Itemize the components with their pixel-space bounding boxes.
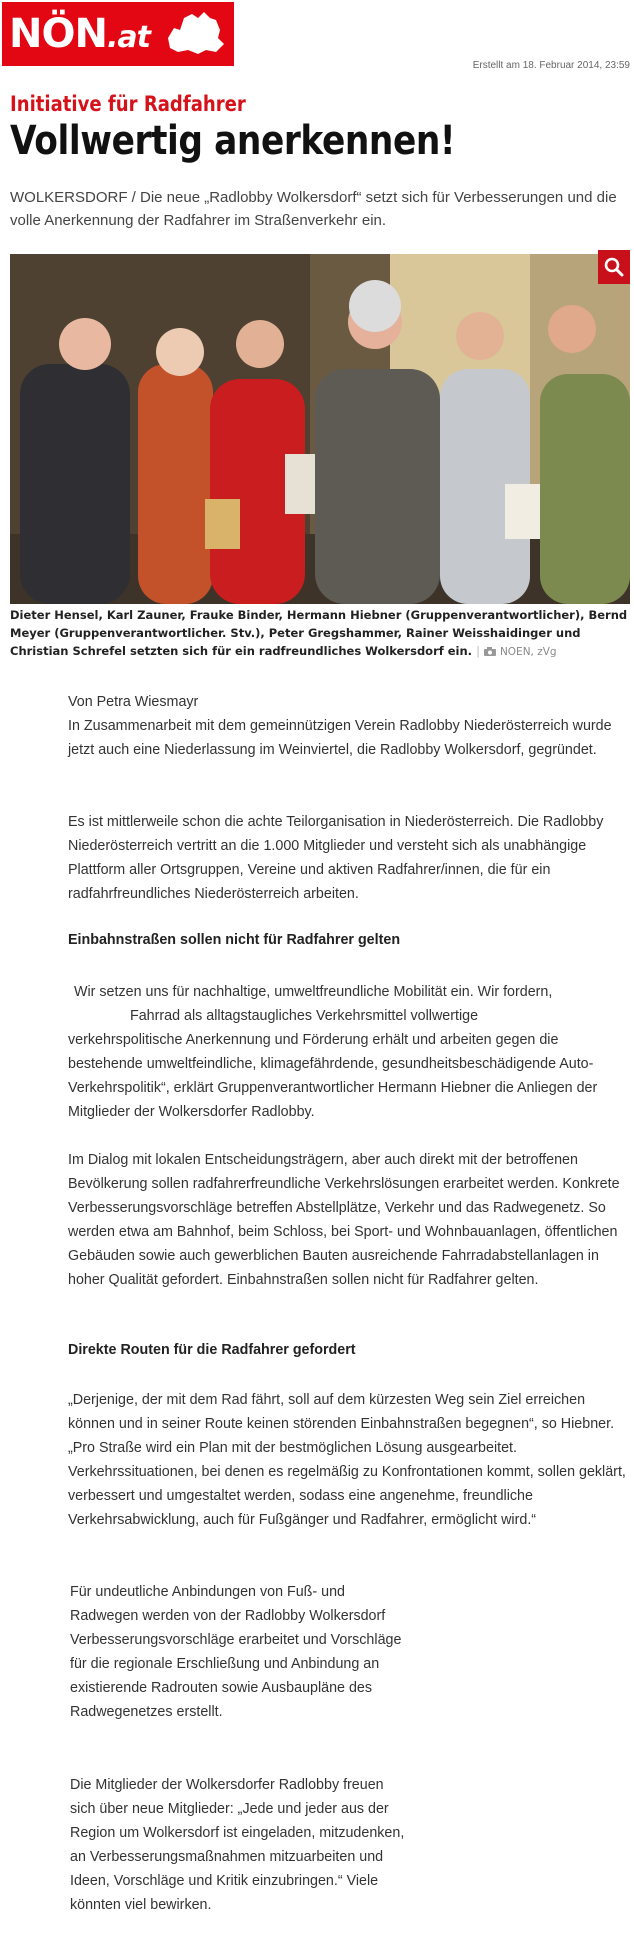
camera-icon <box>484 647 496 656</box>
paragraph-3-line-1: Wir setzen uns für nachhaltige, umweltfreundliche Mobilität ein. Wir fordern, <box>74 984 553 1000</box>
photo-caption <box>10 606 630 661</box>
paragraph-6: Für undeutliche Anbindungen von Fuß- und Radwegen werden von der Radlobby Wolkersdorf Verbesserungsvorschläge erarbeitet und Vorschläge für die regionale Erschließung und Anbindung an existierende Radrouten sowie Ausbaupläne des Radwegenetzes erstellt. <box>70 1584 402 1720</box>
paragraph-3-rest: verkehrspolitische Anerkennung und Förderung erhält und arbeiten gegen die bestehende umweltfeindliche, klimagefährdende, gesundheitsbeschädigende Auto-Verkehrspolitik“, erklärt Gruppenverantwortlicher Hermann Hiebner die Anliegen der Mitglieder der Wolkersdorfer Radlobby. <box>68 1032 598 1120</box>
article-kicker: Initiative für Radfahrer <box>10 92 246 116</box>
noen-logo[interactable] <box>2 2 234 66</box>
caption-separator: | <box>476 644 480 658</box>
group-photo-illustration <box>10 254 630 604</box>
article-lead: WOLKERSDORF / Die neue „Radlobby Wolkersdorf“ setzt sich für Verbesserungen und die volle Anerkennung der Radfahrer im Straßenverkehr ein. <box>10 189 617 229</box>
search-button[interactable] <box>598 250 630 284</box>
paragraph-3-line-2: Fahrrad als alltagstaugliches Verkehrsmittel vollwertige <box>130 1008 479 1024</box>
logo-text: NÖN.at <box>9 11 150 57</box>
subheading-1: Einbahnstraßen sollen nicht für Radfahrer gelten <box>68 932 401 948</box>
search-icon <box>604 257 624 277</box>
lower-austria-map-icon <box>162 8 226 58</box>
paragraph-3 <box>68 980 628 1124</box>
caption-text: Dieter Hensel, Karl Zauner, Frauke Binder, Hermann Hiebner (Gruppenverantwortlicher), Bernd Meyer (Gruppenverantwortlicher. Stv.), Peter Gregshammer, Rainer Weisshaidinger und Christian Schrefel setzten sich für ein radfreundliches Wolkersdorf ein. <box>10 608 628 658</box>
created-date: Erstellt am 18. Februar 2014, 23:59 <box>472 60 630 71</box>
subheading-2: Direkte Routen für die Radfahrer gefordert <box>68 1342 356 1358</box>
paragraph-2: Es ist mittlerweile schon die achte Teilorganisation in Niederösterreich. Die Radlobby Niederösterreich vertritt an die 1.000 Mitglieder und versteht sich als unabhängige Plattform aller Ortsgruppen, Vereine und aktiven Radfahrer/innen, die für ein radfahrfreundliches Niederösterreich arbeiten. <box>68 814 604 902</box>
paragraph-4: Im Dialog mit lokalen Entscheidungsträgern, aber auch direkt mit der betroffenen Bevölkerung sollen radfahrerfreundliche Verkehrslösungen erarbeitet werden. Konkrete Verbesserungsvorschläge betreffen Abstellplätze, Verkehr und das Radwegenetz. So werden etwa am Bahnhof, beim Schloss, bei Sport- und Wohnbauanlagen, öffentlichen Gebäuden sowie auch gewerblichen Bauten ausreichende Fahrradabstellanlagen in hoher Qualität gefordert. Einbahnstraßen sollen nicht für Radfahrer gelten. <box>68 1152 620 1288</box>
photo-credit: NOEN, zVg <box>484 646 557 658</box>
paragraph-1: In Zusammenarbeit mit dem gemeinnützigen Verein Radlobby Niederösterreich wurde jetzt auch eine Niederlassung im Weinviertel, die Radlobby Wolkersdorf, gegründet. <box>68 718 612 758</box>
article-headline: Vollwertig anerkennen! <box>10 118 456 164</box>
paragraph-5: „Derjenige, der mit dem Rad fährt, soll auf dem kürzesten Weg sein Ziel erreichen können und in seiner Route keinen störenden Einbahnstraßen begegnen“, so Hiebner. „Pro Straße wird ein Plan mit der bestmöglichen Lösung ausgearbeitet. Verkehrssituationen, bei denen es regelmäßig zu Konfrontationen kommt, sollen geklärt, verbessert und umgestaltet werden, sodass eine angenehme, freundliche Verkehrsabwicklung, auch für Fußgänger und Radfahrer, ermöglicht wird.“ <box>68 1392 626 1528</box>
article-photo[interactable] <box>10 254 630 604</box>
author-byline: Von Petra Wiesmayr <box>68 694 199 710</box>
paragraph-7: Die Mitglieder der Wolkersdorfer Radlobby freuen sich über neue Mitglieder: „Jede und jeder aus der Region um Wolkersdorf ist eingeladen, mitzudenken, an Verbesserungsmaßnahmen mitzuarbeiten und Ideen, Vorschläge und Kritik einzubringen.“ Viele könnten viel bewirken. <box>70 1777 405 1913</box>
